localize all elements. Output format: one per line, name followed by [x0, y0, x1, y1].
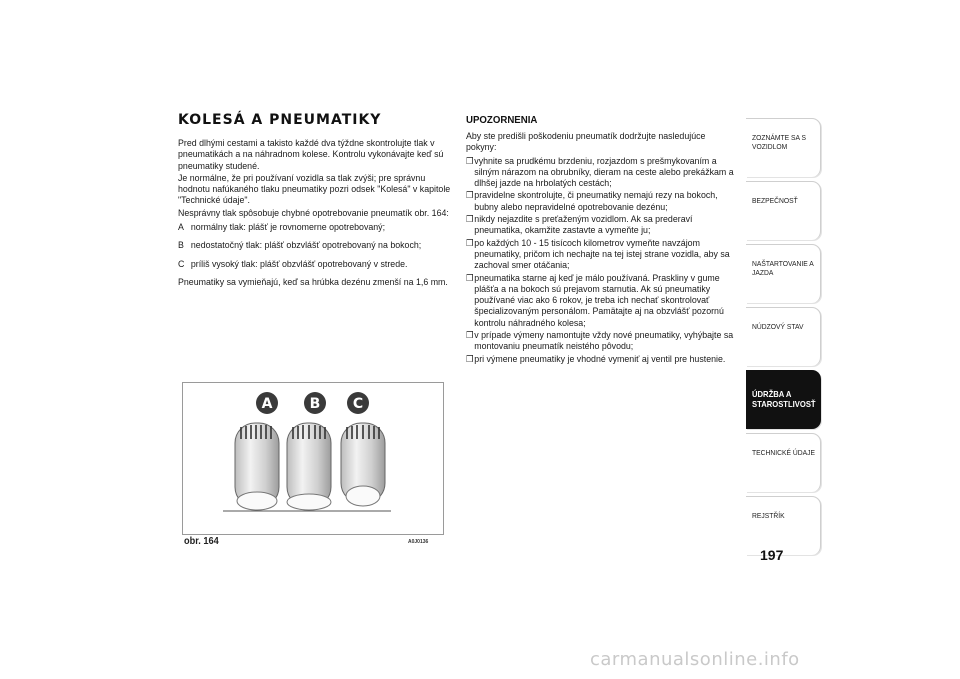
tab-label: TECHNICKÉ ÚDAJE [752, 448, 816, 457]
list-item [178, 240, 450, 251]
checkbox-bullet-icon: ❒ [466, 353, 474, 364]
label-b-badge [304, 392, 326, 414]
tab-technical-data[interactable] [746, 433, 821, 492]
item-label: C [178, 258, 185, 270]
list-item [466, 238, 735, 272]
tab-maintenance[interactable] [746, 370, 821, 429]
chapter-tabs [746, 118, 821, 559]
watermark: carmanualsonline.info [590, 649, 800, 670]
paragraph-wear: Nesprávny tlak spôsobuje chybné opotrebovanie pneumatík obr. 164: [178, 207, 449, 219]
warnings-intro: Aby ste predišli poškodeniu pneumatík dodržujte nasledujúce pokyny: [466, 131, 706, 154]
item-label: A [178, 222, 184, 234]
checkbox-bullet-icon: ❒ [466, 214, 474, 225]
tire-wear-figure [182, 382, 444, 535]
tab-index[interactable] [746, 496, 821, 555]
page-number: 197 [760, 547, 784, 563]
label-a-badge [256, 392, 278, 414]
warnings-title: UPOZORNENIA [466, 114, 538, 126]
tab-label: NAŠTARTOVANIE A JAZDA [752, 259, 814, 277]
figure-code: A0J0136 [408, 539, 429, 545]
tab-label: ÚDRŽBA A STAROSTLIVOSŤ [752, 389, 816, 409]
paragraph-inspection: Pred dlhými cestami a takisto každé dva týždne skontrolujte tlak v pneumatikách a na náhradnom kolese. Kontrolu vykonávajte keď sú pneumatiky studené. [178, 138, 444, 172]
label-a: A [261, 396, 273, 412]
warning-text: pri výmene pneumatiky je vhodné vymeniť aj ventil pre hustenie. [474, 353, 726, 365]
warning-text: vyhnite sa prudkému brzdeniu, rozjazdom s prešmykovaním a silným nárazom na obrubníky, dieram na ceste alebo prekážkam a dlhšej jazde na hrbolatých cestách; [474, 155, 734, 190]
list-item [466, 214, 735, 237]
figure-caption: obr. 164 [184, 536, 219, 547]
checkbox-bullet-icon: ❒ [466, 155, 474, 166]
tab-label: ZOZNÁMTE SA S VOZIDLOM [752, 133, 807, 151]
right-column [466, 114, 736, 366]
list-item [178, 222, 450, 233]
warnings-body [466, 131, 735, 365]
left-column [178, 112, 450, 289]
tab-label: NÚDZOVÝ STAV [752, 322, 804, 331]
tab-label: REJSTŘÍK [752, 511, 785, 520]
checkbox-bullet-icon: ❒ [466, 237, 474, 248]
warning-text: po každých 10 - 15 tisícoch kilometrov vymeňte navzájom pneumatiky, pričom ich nechajte na tej istej strane vozidla, aby sa zachoval smer otáčania; [474, 237, 730, 272]
label-c-badge [347, 392, 369, 414]
section-body [178, 138, 450, 288]
warnings-list [466, 156, 735, 365]
tire-a [235, 423, 279, 510]
list-item [466, 354, 735, 365]
warning-text: nikdy nejazdite s preťaženým vozidlom. Ak sa prederaví pneumatika, okamžite zastavte a vymeňte ju; [474, 214, 693, 237]
label-b: B [309, 396, 321, 412]
list-item [178, 259, 450, 270]
warning-text: pravidelne skontrolujte, či pneumatiky nemajú rezy na bokoch, bubny alebo nepravidelné opotrebovanie dezénu; [474, 190, 718, 213]
tab-vehicle-intro[interactable] [746, 118, 821, 177]
checkbox-bullet-icon: ❒ [466, 190, 474, 201]
section-title: KOLESÁ A PNEUMATIKY [178, 112, 382, 128]
checkbox-bullet-icon: ❒ [466, 330, 474, 341]
warning-text: v prípade výmeny namontujte vždy nové pneumatiky, vyhýbajte sa montovaniu pneumatík neistého pôvodu; [474, 330, 734, 353]
tire-illustration [183, 383, 443, 534]
item-text: príliš vysoký tlak: plášť obzvlášť opotrebovaný v strede. [190, 258, 408, 270]
tire-c [341, 423, 385, 506]
label-c: C [352, 396, 364, 412]
item-text: nedostatočný tlak: plášť obzvlášť opotrebovaný na bokoch; [190, 240, 422, 252]
tab-starting-driving[interactable] [746, 244, 821, 303]
paragraph-replace: Pneumatiky sa vymieňajú, keď sa hrúbka dezénu zmenší na 1,6 mm. [178, 276, 448, 288]
tab-safety[interactable] [746, 181, 821, 240]
paragraph-pressure: Je normálne, že pri používaní vozidla sa tlak zvýši; pre správnu hodnotu nafúkaného tlaku pneumatiky pozri odsek "Kolesá" v kapitole "Technické údaje". [178, 172, 451, 207]
tab-emergency[interactable] [746, 307, 821, 366]
list-item [466, 330, 735, 353]
list-item [466, 190, 735, 213]
checkbox-bullet-icon: ❒ [466, 272, 474, 283]
item-text: normálny tlak: plášť je rovnomerne opotrebovaný; [190, 222, 386, 234]
tire-b [287, 423, 331, 510]
item-label: B [178, 240, 184, 252]
list-item [466, 273, 735, 329]
list-item [466, 156, 735, 190]
tab-label: BEZPEČNOSŤ [752, 196, 798, 205]
pressure-list [178, 222, 450, 270]
warning-text: pneumatika starne aj keď je málo používaná. Praskliny v gume plášťa a na bokoch sú prejavom starnutia. Ak sú pneumatiky používané viac ako 6 rokov, je treba ich nechať skontrolovať špecializovaným personálom. Pamätajte aj na obzvlášť pozornú kontrolu náhradného kolesa; [474, 272, 724, 329]
